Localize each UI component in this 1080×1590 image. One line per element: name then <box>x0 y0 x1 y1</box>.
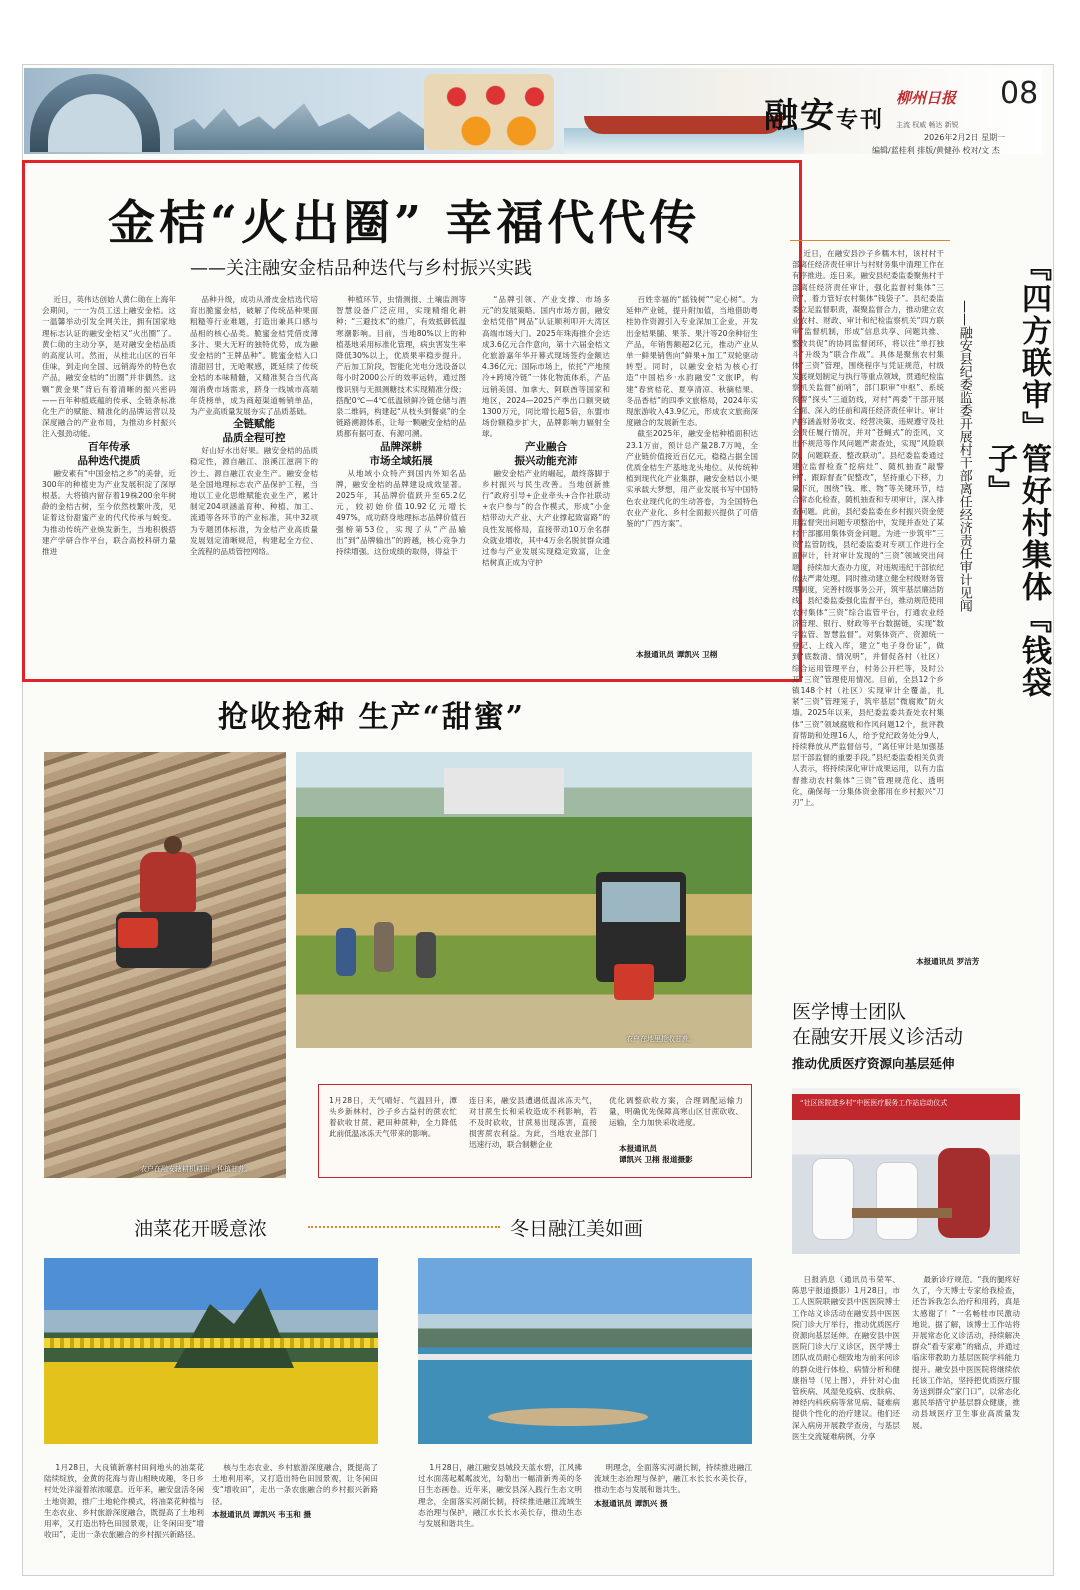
lead-column-3: 种植环节，虫情测报、土壤监测等智慧设备广泛应用，实现精细化耕种；“三避技术”的推广，有效抵御低温寒潮影响。目前，当地80%以上的种植基地采用标准化管理，病虫害发生率降低30%以上，优质果率稳步提升。产后加工阶段，智能化光电分选设备以每小时2000公斤的效率运转，通过图像识别与无损测糖技术实现精准分级；搭配0℃—4℃低温锁鲜冷链仓储与酒泉二维码，构建起“从枝头到餐桌”的全链路溯源体系，让每一颗融安金桔的品质都有据可查、有源可溯。 品牌深耕 市场全域拓展 从地域小众特产到国内外知名品牌，融安金桔的品牌建设成效显著。2025年，其品牌价值跃升至65.2亿元，较初始价值10.92亿元增长497%，成功跻身地理标志品牌价值百强榜第53位，实现了从“产品输出”到“品牌输出”的跨越，核心竞争力持续增强。这份成绩的取得，得益于 <box>336 295 466 557</box>
lead-column-4: “品牌引领、产业支撑、市场多元”的发展策略。国内市场方面，融安金桔凭借“网品”认证顺利叩开大湾区高端市场大门。2025年珠海推介会达成3.6亿元合作意向，第十六届金桔文化旅游嘉年华开幕式现场签约金额达4.36亿元；国际市场上，依托“产地预冷+跨境冷链”一体化物流体系，产品远销美国、加拿大、阿联酋等国家和地区，2024—2025产季出口额突破1300万元，同比增长超5倍，东盟市场份额稳步扩大，品牌影响力辐射全球。 产业融合 振兴动能充沛 融安金桔产业的崛起，最终落脚于乡村振兴与民生改善。当地创新推行“政府引导+企业牵头+合作社联动+农户参与”的合作模式，形成“小金桔带动大产业、大产业撑起致富路”的良性发展格局，直接带动10万余名群众就业增收，其中4万余名脱贫群众通过参与产业发展实现稳定致富，让金桔树真正成为守护 <box>482 295 610 568</box>
harvest-headline: 抢收抢种 生产“甜蜜” <box>218 700 525 735</box>
farm-building <box>444 768 564 814</box>
section-brand: 融安专刊 <box>764 96 885 136</box>
medical-text-1: 日报消息（通讯员韦荣军、陈思宇报道摄影）1月28日，市工人医院联融安县中医医院博士工作站义诊活动在融安县中医医院门诊大厅举行，推动优质医疗资源向基层延伸。在融安县中医医院门诊大厅义诊区，医学博士团队成员耐心细致地为前来问诊的群众进行体检、病情分析和健康指导（见上图），并针对心血管疾病、风湿免疫病、皮肤病、神经内科疾病等常见病、疑难病提供个性化的治疗建议。他们还深入病房开展教学查房，与基层医生交流疑难病例，分享 <box>792 1275 900 1441</box>
tilling-photo <box>44 752 286 1178</box>
farmer-figure <box>140 852 196 912</box>
worker-figure <box>416 932 436 978</box>
logo-slogan: 主流 权威 畅达 新锐 <box>896 121 959 129</box>
sandbar <box>488 1408 648 1426</box>
side-subheadline-vertical <box>955 300 973 617</box>
medical-headline: 医学博士团队 在融安开展义诊活动 <box>792 1001 964 1048</box>
clinic-photo <box>792 1088 1020 1254</box>
side-byline: 本报通讯员 罗洁芳 <box>916 957 980 966</box>
harvester-engine <box>614 964 654 1000</box>
event-banner-text: “社区医院进乡村”中医医疗服务工作站启动仪式 <box>800 1099 948 1107</box>
flower-rows <box>44 1338 378 1348</box>
side-subheadline: ——融安县纪委监委开展村干部离任经济责任审计见闻 <box>956 300 972 612</box>
photo-caption: 农户在融安辖耕机耕田，种植甘蔗。 <box>140 1165 252 1173</box>
canola-text-2: 核与生态农业、乡村旅游深度融合，既提高了土地利用率，又打造出特色田园景观，让冬闲田变“增收田”，走出一条农旅融合的乡村振兴新路径。 本报通讯员 谭凯兴 韦玉和 摄 <box>212 1463 378 1519</box>
lead-column-2: 品种升级，成功从滑皮金桔选代培育出脆蜜金桔，破解了传统品种果面粗糙等行业难题，打造出兼具口感与品相的核心品类。脆蜜金桔凭借皮薄多汁、果大无籽的独特优势，成为融安金桔的“王牌品种”。脆蜜金桔入口清甜回甘，无呛喉感，既延续了传统金桔的本味精髓，又精准契合当代高端消费市场需求，跻身一线城市高端年货榜单，成为商超渠道畅销单品，为产业高质量发展夯实了品质基础。 全链赋能 品质全程可控 好山好水出好果。融安金桔的品质稳定性，源自融江、浪溪江滋润下的沙土、源自融江农业生产。融安金桔是全国地理标志农产品保护工程，当地以工业化思维赋能农业生产，累计制定204项涵盖育种、种植、加工、流通等各环节的产业标准，其中32项为专题团体标准，为金桔产业高质量发展划定清晰规范，构建起全方位、全流程的品质管控网络。 <box>190 295 318 557</box>
karst-hills <box>174 1288 294 1368</box>
lead-byline: 本报通讯员 谭凯兴 卫栩 <box>636 650 718 659</box>
harvest-text-box <box>318 1084 752 1178</box>
canola-field-photo <box>44 1258 378 1444</box>
canola-text-1: 1月28日，大良镇新寨村田间地头的油菜花陆续绽放，金黄的花海与青山相映成趣，冬日乡村处处洋溢着浓浓暖意。近年来，融安盘活冬闲土地资源，推广土地轮作模式，将油菜花种植与生态农业、乡村旅游深度融合，既提高了土地利用率，又打造出特色田园景观，让冬闲田变“增收田”，走出一条农旅融合的乡村振兴新路径。 <box>44 1463 204 1540</box>
worker-figure <box>336 928 356 976</box>
lead-subheadline: ——关注融安金桔品种迭代与乡村振兴实践 <box>190 258 532 279</box>
issue-date: 2026年2月2日 星期一 <box>924 133 1006 142</box>
side-divider <box>790 240 950 241</box>
dragon-boat-photo <box>584 116 784 134</box>
worker-figure <box>374 922 394 972</box>
harvest-text-3: 优化调整砍收方案，合理调配运输力量，明确优先保障高寒山区甘蔗砍收、运输，全力加快采收进度。 <box>609 1096 743 1127</box>
river-photo <box>418 1258 752 1444</box>
medical-subheadline: 推动优质医疗资源向基层延伸 <box>792 1056 955 1071</box>
farmer-head <box>164 836 182 854</box>
harvest-byline: 本报通讯员 谭凯兴 卫栩 报道摄影 <box>619 1144 693 1164</box>
doctor-figure <box>876 1162 918 1240</box>
editor-credits: 编辑/蓝桂利 排版/黄健孙 校对/文 杰 <box>872 146 1000 155</box>
section-heading: 品牌深耕 市场全域拓展 <box>369 440 433 467</box>
tiller-engine <box>118 918 158 948</box>
lead-column-5: 百姓幸福的“摇钱树”“定心树”。为延伸产业链，提升附加值，当地借助粤桂协作资源引入专业深加工企业，开发出金桔果脯、果茶、果汁等20余种衍生产品，年销售额超2亿元，推动产业从单一鲜果销售向“鲜果+加工”双轮驱动转型。同时，以融安金桔为核心打造“中国桔乡·水韵融安”文旅IP，构建“春赏桔花、夏享清凉、秋摘桔果、冬品香桔”的四季文旅格局，2024年实现旅游收入43.9亿元，形成农文旅商深度融合的发展新生态。 截至2025年，融安金桔种植面积达23.1万亩，预计总产量28.7万吨，全产业链价值接近百亿元，稳稳占据全国优质金桔生产基地龙头地位。从传统种植到现代化产业集群，融安金桔以小果实承载大梦想，用产业发展书写中国特色农业现代化的生动答卷，为全国特色农业产业化、乡村全面振兴提供了可借鉴的“广西方案”。 <box>626 295 758 529</box>
kumquat-girls-photo <box>424 74 554 150</box>
section-heading: 全链赋能 品质全程可控 <box>222 418 286 445</box>
bridge <box>418 1354 752 1360</box>
section-heading: 产业融合 振兴动能充沛 <box>514 440 578 467</box>
patient-figure <box>938 1148 990 1238</box>
newspaper-logo: 柳州日报 <box>896 89 957 107</box>
sugarcane-photo <box>296 752 752 1048</box>
side-headline-vertical <box>982 240 1051 710</box>
photo-caption: 农户在地里抢收甘蔗。 <box>626 1035 696 1043</box>
harvest-text-2: 连日来，融安县遭遇低温冰冻天气，对甘蔗生长和采收造成不利影响，若不及时砍收，甘蔗易出现冻害，直接损害蔗农利益。为此，当地农业部门迅速行动，联合制糖企业 <box>469 1096 597 1149</box>
river-text-1: 1月28日，融江融安县城段天蓝水碧，江风拂过水面荡起粼粼波光，勾勒出一幅清新秀美的冬日生态画卷。近年来，融安县深入践行生态文明理念，全面落实河湖长制，持续推进融江流域生态治理与保护，融江水长长水美长存，推动生态与发展和谐共生。 <box>418 1463 582 1529</box>
bridge-arch-photo <box>30 74 160 152</box>
dotted-divider <box>308 1226 500 1228</box>
city-skyline-photo <box>174 98 424 150</box>
lead-headline: 金桔“火出圈” 幸福代代传 <box>108 196 701 251</box>
lead-column-1: 近日，英伟达创始人黄仁勋在上海年会期间，一一为员工送上融安金桔。这一温馨举动引发全网关注，拥有国家地理标志认证的融安金桔又“火出圈”了。黄仁勋的主动分享，是对融安金桔品质的高度认可。然而，从桂北山区的百年佳味，到走向全国、远销海外的特色农产品，融安金桔的“出圈”并非偶然。这颗“黄金果”背后有着清晰的振兴密码——百年种植底蕴的传承、全链条标准化生产的赋能、精准化的品牌运营以及深度融合的产业布局，为推动乡村振兴注入强劲动能。 百年传承 品种迭代提质 融安素有“中国金桔之乡”的美誉，近300年的种植史为产业发展积淀了深厚根基。大将镇内留存着19株200余年树龄的金桔古树，至今依然枝繁叶茂，见证着这份甜蜜产业的代代传承与蜕变。为推动传统产业焕发新生，当地积极搭建产学研合作平台，联合高校科研力量推进 <box>42 295 176 557</box>
harvester-window <box>602 882 680 922</box>
doctor-figure <box>812 1158 854 1240</box>
side-headline: 『四方联审』管好村集体『钱袋子』 <box>982 251 1051 699</box>
side-article-text: 近日，在融安县沙子乡糯木村，该村村干部离任经济责任审计与村财务集中清理工作在有序推进。连日来，融安县纪委监委聚焦村干部离任经济责任审计，强化监督村集体“三资”，着力管好农村集体“钱袋子”。县纪委监委立足监督职责，凝聚监督合力，推动建立农业农村、财政、审计和纪检监察机关“四方联审”监督机制，形成“信息共享、问题共推、整改共促”的协同监督闭环，将以往“单打独斗”升级为“联合作战”。具体是聚焦农村集体“三资”管理，围绕程序与凭证规范，村级发展规划制定与执行等重点领域，贯通纪检监察机关监督“前哨”，部门职审“中枢”、系统预警“探头”三道防线，对村“两委”干部开展全面、深入的任前和离任经济责任审计。审计内容涵盖财务收支、经营决策、违规遵守及社会责任履行情况，并对“苍蝇式”的歪风，文出不规范等作风问题严肃查处，实现“风险联防、问题联查、整改联动”。县纪委监委通过建立监督检查“挖病灶”、随机抽查“敲警钟”、跟踪督查“促整改”，坚持重心下移，力量下沉，围绕“钱、账、物”等关键环节，结合常态化检查，随机抽查和专项审计，深入排查问题。此前，县纪委监委在乡村振兴资金使用监督突出问题专项整治中，发现并查处了某村干部挪用集体资金问题。为进一步筑牢“三资”监管防线，县纪委监委对专项工作进行全面审计，针对审计发现的“三资”领域突出问题，持续加大查办力度，对违规违纪干部依纪依法严肃处理。同时推动建立健全村级财务管理制度，完善村级事务公开，筑牢基层廉洁防线。县纪委监委强化监督平台，推动规范使用农村集体“三资”综合监管平台，打通农业经济管理、银行、财政等平台数据链，实现“数字监管、智慧监督”。对集体资产、资源统一登记、上线入库，建立“电子身份证”，做到“底数清、情况明”，并督促各村（社区）综合运用管理平台，村务公开栏等，及时公开“三资”管理使用情况。目前，全县12个乡镇148个村（社区）实现审计全覆盖，扎紧“三资”管理笼子，筑牢基层“微腐败”防火墙。2025年以来，县纪委监委共查处农村集体“三资”领域腐败和作风问题12个，批评教育帮助和处理16人，给予党纪政务处分9人，持续释放从严监督信号，“离任审计是加强基层干部监督的重要手段。”县纪委监委相关负责人表示，将持续深化审计成果运用，以有力监督推动农村集体“三资”管理规范化、透明化，确保每一分集体资金都用在乡村振兴“刀刃”上。 <box>792 249 945 807</box>
desk <box>852 1208 952 1218</box>
harvest-text-1: 1月28日，天气晴好、气温回升，潭头乡新林村、沙子乡古益村的蔗农忙着砍收甘蔗、耙田种蔗种，全力降低此前低温冰冻天气带来的影响。 <box>329 1096 457 1138</box>
canola-headline: 油菜花开暖意浓 <box>134 1218 268 1240</box>
section-heading: 百年传承 品种迭代提质 <box>77 440 141 467</box>
river-headline: 冬日融江美如画 <box>510 1218 644 1240</box>
river-text-2: 明理念，全面落实河湖长制，持续推进融江流域生态治理与保护，融江水长长水美长存，推动生态与发展和谐共生。 本报通讯员 谭凯兴 摄 <box>594 1463 752 1508</box>
page-number: 08 <box>1000 76 1039 111</box>
medical-text-2: 最新诊疗规范。“我的腿疼好久了，今天博士专家给我检查，还告诉我怎么治疗和用药，真是太感谢了！”一名畅桂市民激动地说。据了解，该博士工作站将开展常态化义诊活动，持续解决群众“看专家难”的痛点，并通过临床带教助力基层医院学科能力提升。融安县中医医院将继续依托该工作站，坚持把优质医疗服务送到群众“家门口”，以常态化惠民举措守护基层群众健康，推动县域医疗卫生事业高质量发展。 <box>912 1275 1020 1430</box>
masthead-banner <box>24 68 1042 154</box>
